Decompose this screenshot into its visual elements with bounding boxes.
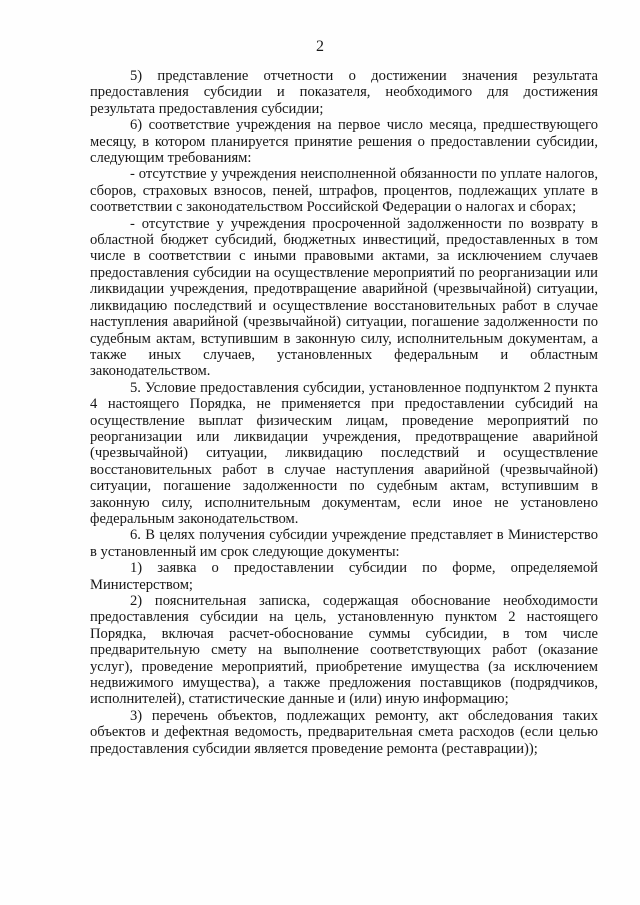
paragraph-item-6: 6) соответствие учреждения на первое число месяца, предшествующего месяцу, в котором планируется принятие решения о предоставлении субсидии, следующим требованиям: xyxy=(90,117,598,167)
document-body xyxy=(90,68,598,757)
paragraph-document-2: 2) пояснительная записка, содержащая обоснование необходимости предоставления субсидии на цель, установленную пунктом 2 настоящего Порядка, включая расчет-обоснование суммы субсидии, в том числе предварительную смету на выполнение соответствующих работ (оказание услуг), проведение мероприятий, приобретение имущества (за исключением недвижимого имущества), а также предложения поставщиков (подрядчиков, исполнителей), статистические данные и (или) иную информацию; xyxy=(90,593,598,708)
paragraph-item-5: 5) представление отчетности о достижении значения результата предоставления субсидии и показателя, необходимого для достижения результата предоставления субсидии; xyxy=(90,68,598,117)
paragraph-section-5: 5. Условие предоставления субсидии, установленное подпунктом 2 пункта 4 настоящего Порядка, не применяется при предоставлении субсидий на осуществление выплат физическим лицам, проведение мероприятий по реорганизации или ликвидации учреждения, предотвращение аварийной (чрезвычайной) ситуации, ликвидацию последствий и осуществление восстановительных работ в случае наступления аварийной (чрезвычайной) ситуации, погашение задолженности по судебным актам, вступившим в законную силу, исполнительным документам, если иное не установлено федеральным законодательством. xyxy=(90,379,598,527)
paragraph-requirement-taxes: - отсутствие у учреждения неисполненной обязанности по уплате налогов, сборов, страховых взносов, пеней, штрафов, процентов, подлежащих уплате в соответствии с законодательством Российской Федерации о налогах и сборах; xyxy=(90,166,598,216)
paragraph-document-1: 1) заявка о предоставлении субсидии по форме, определяемой Министерством; xyxy=(90,560,598,593)
paragraph-section-6: 6. В целях получения субсидии учреждение представляет в Министерство в установленный им срок следующие документы: xyxy=(90,527,598,560)
page-number: 2 xyxy=(316,38,324,55)
paragraph-document-3: 3) перечень объектов, подлежащих ремонту, акт обследования таких объектов и дефектная ведомость, предварительная смета расходов (если целью предоставления субсидии является проведение ремонта (реставрации)); xyxy=(90,707,598,757)
paragraph-requirement-debt: - отсутствие у учреждения просроченной задолженности по возврату в областной бюджет субсидий, бюджетных инвестиций, предоставленных в том числе в соответствии с иными правовыми актами, за исключением случаев предоставления субсидии на осуществление мероприятий по реорганизации или ликвидации учреждения, предотвращение аварийной (чрезвычайной) ситуации, ликвидацию последствий и осуществление восстановительных работ в случае наступления аварийной (чрезвычайной) ситуации, погашение задолженности по судебным актам, вступившим в законную силу, исполнительным документам, а также иных случаев, установленных федеральным и областным законодательством. xyxy=(90,215,598,380)
